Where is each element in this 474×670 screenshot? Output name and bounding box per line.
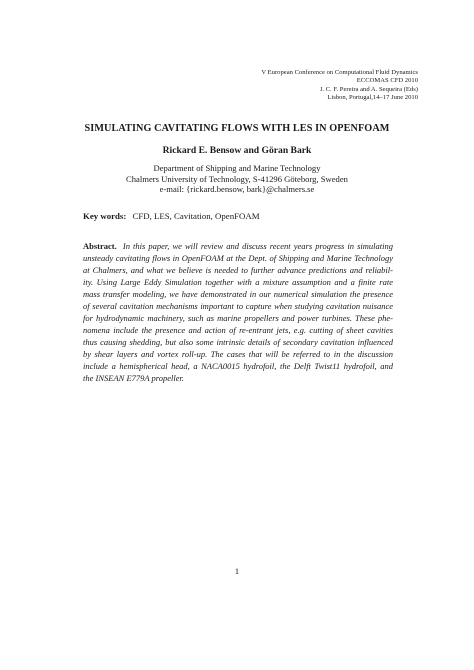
abstract-line: unsteady cavitating flows in OpenFOAM at the Dept. of Shipping and Marine Technology [83, 253, 393, 263]
abstract [83, 240, 393, 384]
conference-name: V European Conference on Computational Fluid Dynamics [261, 69, 418, 76]
affiliation-email: e-mail: {rickard.bensow, bark}@chalmers.se [159, 184, 315, 195]
abstract-line: of several cavitation mechanisms important to capture when studying cavitation nuisance [83, 301, 393, 311]
conference-header [158, 69, 418, 103]
abstract-line: for hydrodynamic machinery, such as marine propellers and power turbines. These phe- [83, 313, 393, 323]
abstract-line: the INSEAN E779A propeller. [83, 373, 185, 383]
affiliation-department: Department of Shipping and Marine Technology [153, 163, 321, 173]
abstract-line: at Chalmers, and what we believe is needed to further advance predictions and reliabil- [83, 265, 393, 275]
abstract-line: by shear layers and vortex roll-up. The cases that will be referred to in the discussion [83, 349, 393, 359]
abstract-line: mass transfer modeling, we have demonstrated in our numerical simulation the presence [83, 289, 393, 299]
conference-editors: J. C. F. Pereira and A. Sequeira (Eds) [319, 85, 418, 93]
conference-acronym: ECCOMAS CFD 2010 [356, 77, 418, 85]
abstract-line-text: In this paper, we will review and discuss recent years progress in simulating [122, 241, 394, 251]
abstract-line: thus causing shedding, but also some intrinsic details of secondary cavitation influenced [83, 337, 393, 347]
abstract-line: ity. Using Large Eddy Simulation together with a mixture assumption and a finite rate [83, 277, 393, 287]
conference-location-date: Lisbon, Portugal,14–17 June 2010 [327, 94, 418, 102]
keywords-list: CFD, LES, Cavitation, OpenFOAM [132, 211, 260, 221]
keywords-label: Key words: [83, 211, 127, 221]
page-number: 1 [234, 566, 240, 576]
abstract-line [83, 240, 393, 252]
abstract-line: include a hemispherical head, a NACA0015 hydrofoil, the Delft Twist11 hydrofoil, and [83, 361, 393, 371]
abstract-line: nomena include the presence and action of re-entrant jets, e.g. cutting of sheet cavities [83, 325, 393, 335]
paper-title: SIMULATING CAVITATING FLOWS WITH LES IN OPENFOAM [84, 123, 390, 134]
paper-authors: Rickard E. Bensow and Göran Bark [162, 145, 312, 156]
affiliation-university: Chalmers University of Technology, S-41296 Göteborg, Sweden [126, 173, 348, 184]
author-affiliation [0, 163, 474, 195]
abstract-label: Abstract. [83, 241, 117, 251]
keywords [83, 211, 260, 221]
